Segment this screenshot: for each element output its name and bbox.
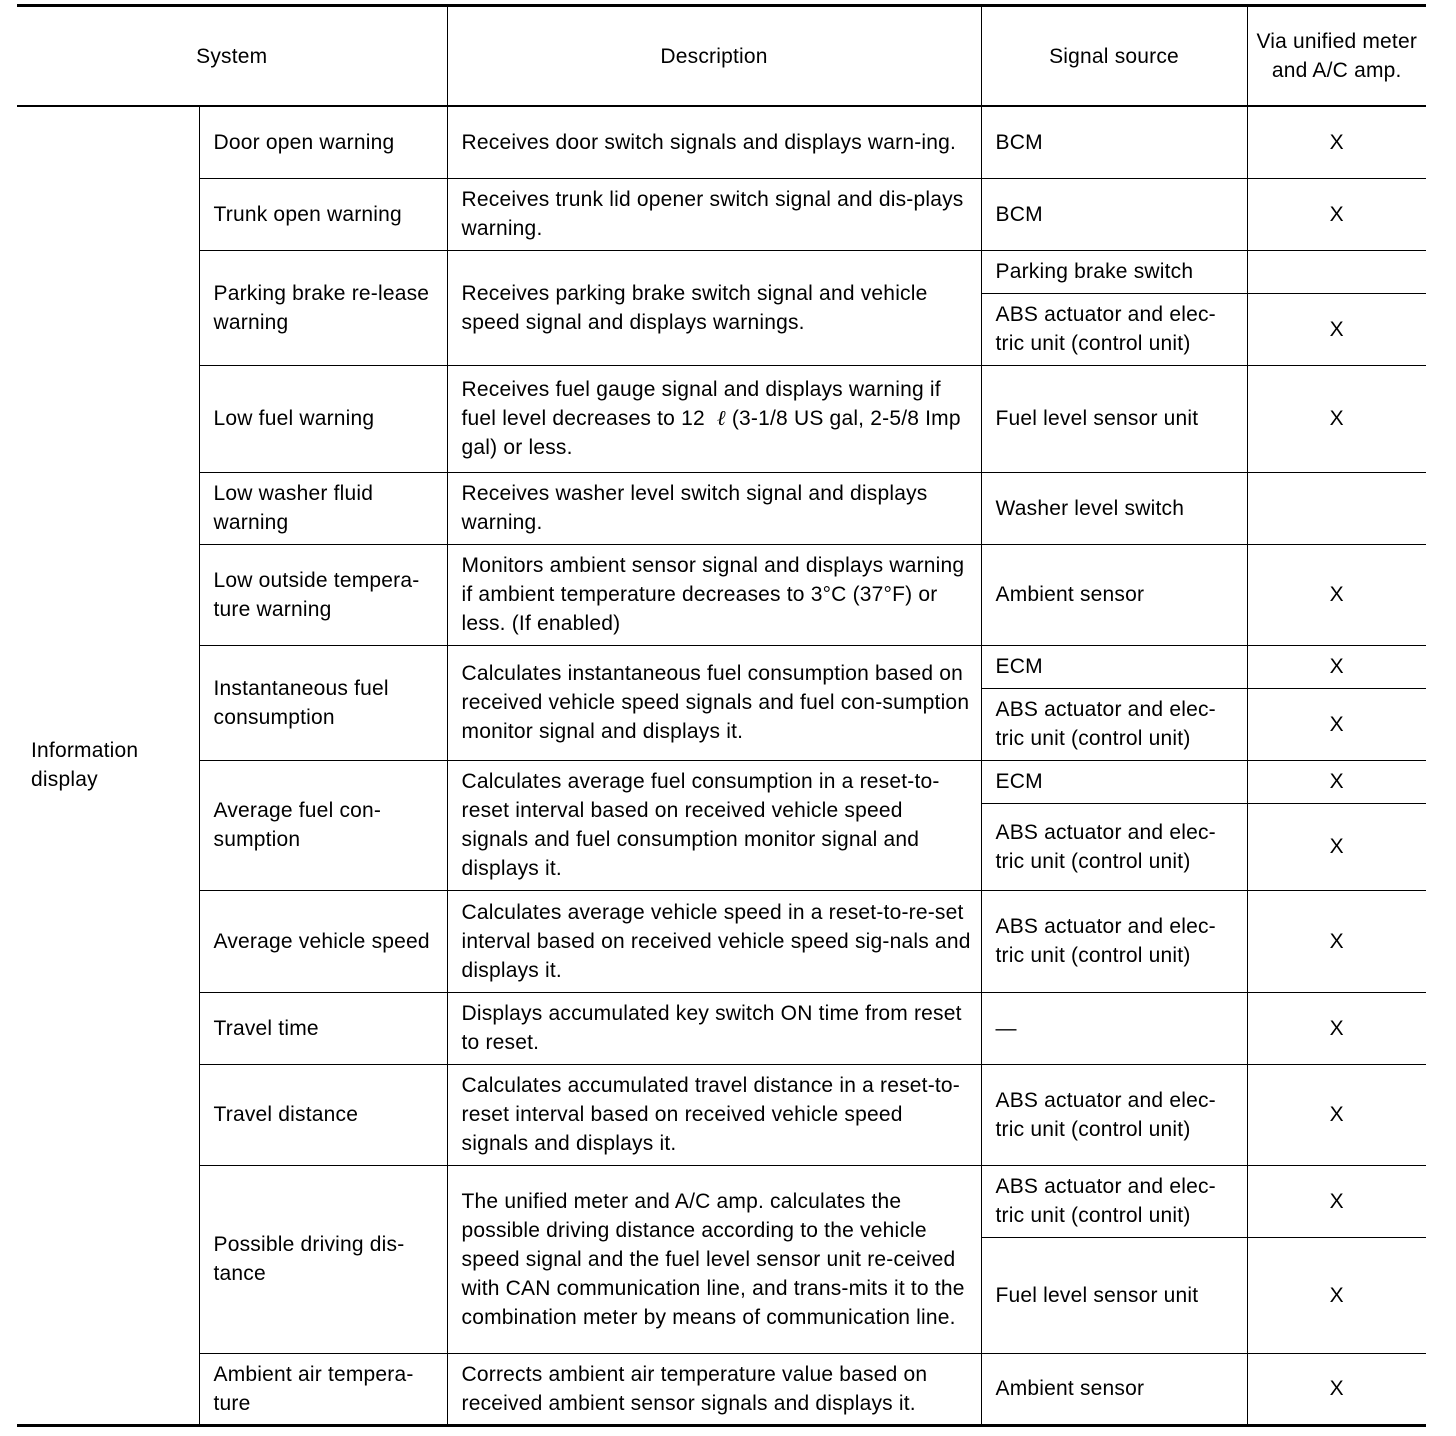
signal-source-cell: Parking brake switch xyxy=(981,250,1247,293)
via-cell: X xyxy=(1247,178,1426,250)
system-cell: Possible driving dis-tance xyxy=(199,1165,447,1353)
via-cell: X xyxy=(1247,803,1426,890)
header-signal-source: Signal source xyxy=(981,6,1247,107)
system-cell: Travel distance xyxy=(199,1064,447,1165)
table-row xyxy=(17,178,1426,250)
system-cell: Trunk open warning xyxy=(199,178,447,250)
signal-source-cell: Ambient sensor xyxy=(981,544,1247,645)
signal-source-cell: ABS actuator and elec-tric unit (control unit) xyxy=(981,890,1247,992)
description-cell: Calculates instantaneous fuel consumption based on received vehicle speed signals and fuel con-sumption monitor signal and displays it. xyxy=(447,645,981,760)
description-cell: Receives door switch signals and displays warn-ing. xyxy=(447,106,981,178)
signal-source-cell: — xyxy=(981,992,1247,1064)
signal-source-cell: ABS actuator and elec-tric unit (control unit) xyxy=(981,1064,1247,1165)
description-text: Receives fuel gauge signal and displays warning if fuel level decreases to 12 xyxy=(461,378,941,430)
description-cell: Corrects ambient air temperature value based on received ambient sensor signals and displays it. xyxy=(447,1353,981,1425)
table-row xyxy=(17,645,1426,688)
via-cell: X xyxy=(1247,293,1426,365)
signal-source-cell: BCM xyxy=(981,106,1247,178)
table-row xyxy=(17,760,1426,803)
description-cell: Calculates accumulated travel distance in a reset-to-reset interval based on received vehicle speed signals and displays it. xyxy=(447,1064,981,1165)
via-cell: X xyxy=(1247,544,1426,645)
header-via-unified-meter: Via unified meter and A/C amp. xyxy=(1247,6,1426,107)
signal-source-cell: Fuel level sensor unit xyxy=(981,365,1247,472)
via-cell: X xyxy=(1247,106,1426,178)
via-cell xyxy=(1247,472,1426,544)
table-row xyxy=(17,992,1426,1064)
via-cell: X xyxy=(1247,890,1426,992)
via-cell xyxy=(1247,250,1426,293)
header-system: System xyxy=(17,6,447,107)
table-row xyxy=(17,1165,1426,1237)
description-cell: Monitors ambient sensor signal and displays warning if ambient temperature decreases to 3°C (37°F) or less. (If enabled) xyxy=(447,544,981,645)
description-cell: Receives trunk lid opener switch signal and dis-plays warning. xyxy=(447,178,981,250)
table-row xyxy=(17,472,1426,544)
signal-source-cell: ECM xyxy=(981,760,1247,803)
description-cell: Calculates average fuel consumption in a reset-to-reset interval based on received vehicle speed signals and fuel consumption monitor signal and displays it. xyxy=(447,760,981,890)
table-row xyxy=(17,544,1426,645)
table-header-row xyxy=(17,6,1426,107)
table-row xyxy=(17,250,1426,293)
via-cell: X xyxy=(1247,1237,1426,1353)
signal-source-cell: ABS actuator and elec-tric unit (control unit) xyxy=(981,293,1247,365)
signal-source-cell: ABS actuator and elec-tric unit (control unit) xyxy=(981,803,1247,890)
system-cell: Low washer fluid warning xyxy=(199,472,447,544)
table-row xyxy=(17,1064,1426,1165)
signal-source-cell: Fuel level sensor unit xyxy=(981,1237,1247,1353)
description-cell: Displays accumulated key switch ON time from reset to reset. xyxy=(447,992,981,1064)
via-cell: X xyxy=(1247,1064,1426,1165)
table-row xyxy=(17,106,1426,178)
via-cell: X xyxy=(1247,760,1426,803)
table-row xyxy=(17,890,1426,992)
system-cell: Average fuel con-sumption xyxy=(199,760,447,890)
system-cell: Instantaneous fuel consumption xyxy=(199,645,447,760)
signal-source-cell: Washer level switch xyxy=(981,472,1247,544)
description-cell: Receives parking brake switch signal and vehicle speed signal and displays warnings. xyxy=(447,250,981,365)
system-cell: Low outside tempera-ture warning xyxy=(199,544,447,645)
table-row xyxy=(17,365,1426,472)
via-cell: X xyxy=(1247,1353,1426,1425)
system-cell: Ambient air tempera-ture xyxy=(199,1353,447,1425)
system-cell: Door open warning xyxy=(199,106,447,178)
signal-source-cell: ABS actuator and elec-tric unit (control unit) xyxy=(981,1165,1247,1237)
litre-symbol: ℓ xyxy=(716,406,726,430)
via-cell: X xyxy=(1247,688,1426,760)
header-description: Description xyxy=(447,6,981,107)
table-row xyxy=(17,1353,1426,1425)
system-cell: Parking brake re-lease warning xyxy=(199,250,447,365)
description-cell: Receives washer level switch signal and displays warning. xyxy=(447,472,981,544)
description-text: (3-1/8 US gal, 2-5/8 Imp gal) or less. xyxy=(461,407,961,459)
signal-source-cell: BCM xyxy=(981,178,1247,250)
category-information-display: Information display xyxy=(17,106,199,1425)
via-cell: X xyxy=(1247,1165,1426,1237)
signal-source-cell: Ambient sensor xyxy=(981,1353,1247,1425)
system-cell: Average vehicle speed xyxy=(199,890,447,992)
information-display-table xyxy=(17,4,1426,1427)
via-cell: X xyxy=(1247,992,1426,1064)
description-cell xyxy=(447,365,981,472)
description-cell: The unified meter and A/C amp. calculates the possible driving distance according to the vehicle speed signal and the fuel level sensor unit re-ceived with CAN communication line, and trans-mits it to the combination meter by means of communication line. xyxy=(447,1165,981,1353)
signal-source-cell: ECM xyxy=(981,645,1247,688)
via-cell: X xyxy=(1247,645,1426,688)
system-cell: Travel time xyxy=(199,992,447,1064)
signal-source-cell: ABS actuator and elec-tric unit (control unit) xyxy=(981,688,1247,760)
description-cell: Calculates average vehicle speed in a reset-to-re-set interval based on received vehicle speed sig-nals and displays it. xyxy=(447,890,981,992)
system-cell: Low fuel warning xyxy=(199,365,447,472)
via-cell: X xyxy=(1247,365,1426,472)
